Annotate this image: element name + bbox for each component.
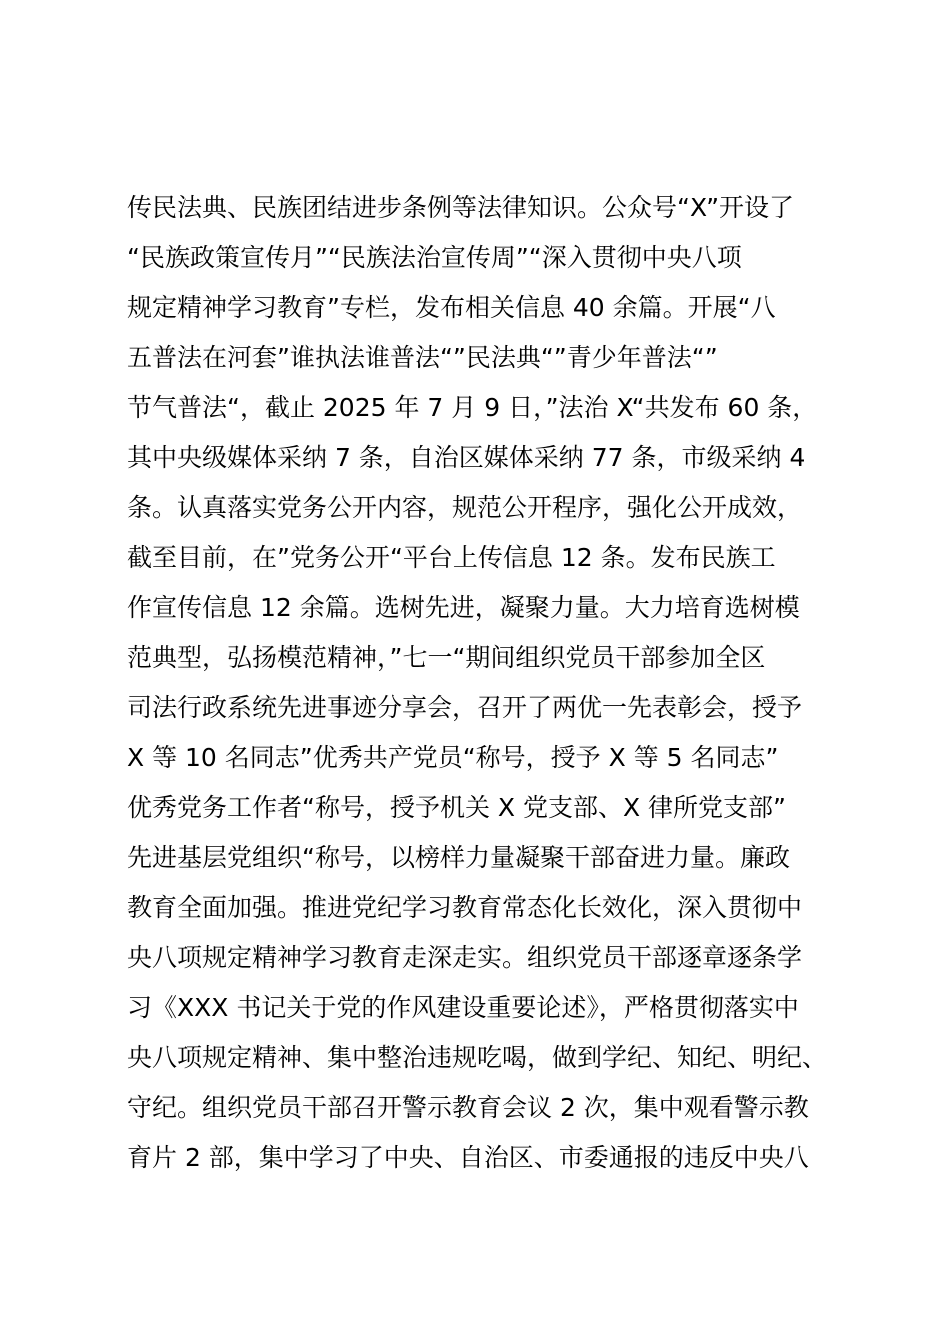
text-line-19: 守纪。组织党员干部召开警示教育会议 2 次，集中观看警示教 xyxy=(127,1093,809,1122)
text-line-9: 作宣传信息 12 余篇。选树先进，凝聚力量。大力培育选树模 xyxy=(127,593,800,622)
text-line-3: 规定精神学习教育”专栏，发布相关信息 40 余篇。开展“八 xyxy=(127,293,776,322)
text-line-1: 传民法典、民族团结进步条例等法律知识。公众号“X”开设了 xyxy=(127,193,795,222)
text-line-20: 育片 2 部，集中学习了中央、自治区、市委通报的违反中央八 xyxy=(127,1143,809,1172)
text-line-16: 央八项规定精神学习教育走深走实。组织党员干部逐章逐条学 xyxy=(127,943,803,972)
text-line-6: 其中央级媒体采纳 7 条，自治区媒体采纳 77 条，市级采纳 4 xyxy=(127,443,806,472)
text-line-2: “民族政策宣传月”“民族法治宣传周”“深入贯彻中央八项 xyxy=(127,243,742,272)
document-body-text xyxy=(127,183,867,1183)
text-line-5: 节气普法“，截止 2025 年 7 月 9 日，”法治 X“共发布 60 条， xyxy=(127,393,818,422)
text-line-15: 教育全面加强。推进党纪学习教育常态化长效化，深入贯彻中 xyxy=(127,893,803,922)
text-line-12: X 等 10 名同志”优秀共产党员“称号，授予 X 等 5 名同志” xyxy=(127,743,779,772)
text-line-18: 央八项规定精神、集中整治违规吃喝，做到学纪、知纪、明纪、 xyxy=(127,1043,828,1072)
text-line-17: 习《XXX 书记关于党的作风建设重要论述》，严格贯彻落实中 xyxy=(127,993,799,1022)
text-line-4: 五普法在河套”谁执法谁普法“”民法典“”青少年普法“” xyxy=(127,343,718,372)
text-line-11: 司法行政系统先进事迹分享会，召开了两优一先表彰会，授予 xyxy=(127,693,803,722)
text-line-7: 条。认真落实党务公开内容，规范公开程序，强化公开成效， xyxy=(127,493,803,522)
text-line-14: 先进基层党组织“称号，以榜样力量凝聚干部奋进力量。廉政 xyxy=(127,843,790,872)
text-line-10: 范典型，弘扬模范精神，”七一“期间组织党员干部参加全区 xyxy=(127,643,766,672)
text-line-13: 优秀党务工作者“称号，授予机关 X 党支部、X 律所党支部” xyxy=(127,793,786,822)
text-line-8: 截至目前，在”党务公开“平台上传信息 12 条。发布民族工 xyxy=(127,543,776,572)
